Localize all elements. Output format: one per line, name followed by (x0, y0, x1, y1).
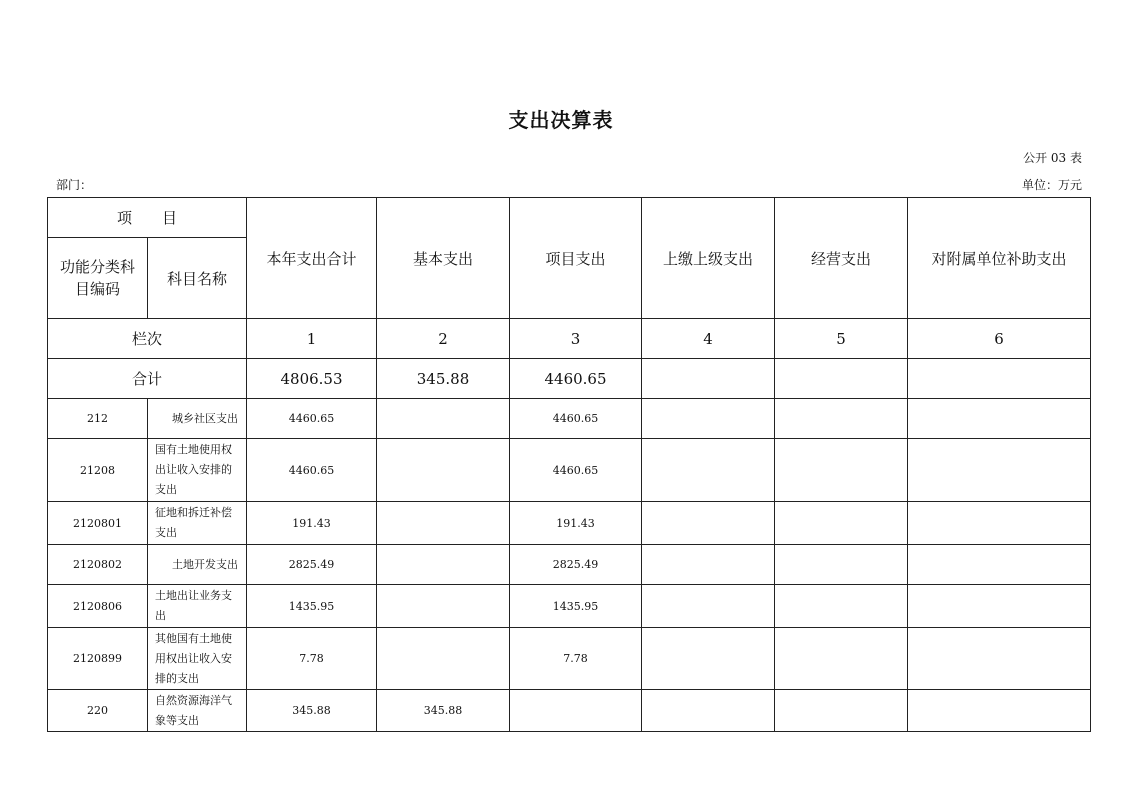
row-cell (908, 502, 1091, 545)
row-cell (775, 399, 908, 439)
header-subject-name: 科目名称 (148, 238, 247, 319)
row-cell (775, 585, 908, 628)
row-cell: 345.88 (377, 690, 510, 732)
row-cell (775, 690, 908, 732)
row-cell (377, 545, 510, 585)
index-cell: 5 (775, 319, 908, 359)
row-code: 21208 (48, 439, 148, 502)
row-name: 国有土地使用权出让收入安排的支出 (148, 439, 247, 502)
row-name: 征地和拆迁补偿支出 (148, 502, 247, 545)
table-row (48, 628, 1091, 690)
row-cell (642, 502, 775, 545)
row-cell (510, 690, 642, 732)
unit-label: 单位：万元 (1021, 178, 1082, 192)
header-project (48, 198, 247, 238)
row-cell (775, 545, 908, 585)
row-cell: 7.78 (510, 628, 642, 690)
index-cell: 4 (642, 319, 775, 359)
page-title: 支出决算表 (508, 108, 614, 132)
header-project-char-2: 目 (162, 209, 178, 227)
total-cell: 4460.65 (510, 359, 642, 399)
row-cell: 2825.49 (247, 545, 377, 585)
total-label: 合计 (48, 359, 247, 399)
expenditure-table (47, 197, 1091, 732)
header-business: 经营支出 (775, 198, 908, 319)
row-cell: 1435.95 (247, 585, 377, 628)
header-project-char-1: 项 (116, 209, 132, 227)
row-cell (642, 585, 775, 628)
index-label: 栏次 (48, 319, 247, 359)
row-cell: 7.78 (247, 628, 377, 690)
total-cell: 345.88 (377, 359, 510, 399)
row-cell: 4460.65 (510, 439, 642, 502)
table-body (48, 198, 1091, 732)
table-row (48, 545, 1091, 585)
row-code: 220 (48, 690, 148, 732)
row-code: 2120802 (48, 545, 148, 585)
row-cell (642, 690, 775, 732)
row-cell (775, 502, 908, 545)
row-cell (642, 628, 775, 690)
row-cell: 4460.65 (247, 439, 377, 502)
table-row (48, 502, 1091, 545)
row-cell (908, 690, 1091, 732)
header-basic: 基本支出 (377, 198, 510, 319)
row-code: 2120801 (48, 502, 148, 545)
total-cell (908, 359, 1091, 399)
row-cell (908, 439, 1091, 502)
total-row (48, 359, 1091, 399)
row-cell (642, 439, 775, 502)
header-total: 本年支出合计 (247, 198, 377, 319)
row-name: 自然资源海洋气象等支出 (148, 690, 247, 732)
row-code: 2120899 (48, 628, 148, 690)
row-name: 土地开发支出 (148, 545, 247, 585)
index-cell: 2 (377, 319, 510, 359)
row-name: 土地出让业务支出 (148, 585, 247, 628)
row-cell: 2825.49 (510, 545, 642, 585)
total-cell: 4806.53 (247, 359, 377, 399)
row-cell (775, 628, 908, 690)
table-row (48, 585, 1091, 628)
total-cell (775, 359, 908, 399)
row-cell (642, 545, 775, 585)
row-cell: 4460.65 (247, 399, 377, 439)
row-code: 212 (48, 399, 148, 439)
row-cell (377, 399, 510, 439)
table-row (48, 690, 1091, 732)
index-cell: 3 (510, 319, 642, 359)
row-name: 城乡社区支出 (148, 399, 247, 439)
total-cell (642, 359, 775, 399)
index-cell: 6 (908, 319, 1091, 359)
table-row (48, 439, 1091, 502)
row-cell: 191.43 (510, 502, 642, 545)
row-cell: 345.88 (247, 690, 377, 732)
row-cell (377, 628, 510, 690)
row-cell (377, 502, 510, 545)
header-subsidy: 对附属单位补助支出 (908, 198, 1091, 319)
index-cell: 1 (247, 319, 377, 359)
row-cell (908, 585, 1091, 628)
table-row (48, 399, 1091, 439)
department-label: 部门： (56, 178, 93, 192)
row-cell (908, 399, 1091, 439)
row-cell (908, 545, 1091, 585)
row-cell (775, 439, 908, 502)
row-cell (377, 585, 510, 628)
row-cell: 191.43 (247, 502, 377, 545)
form-number: 公开 03 表 (1023, 151, 1082, 165)
row-cell (908, 628, 1091, 690)
header-func-code: 功能分类科目编码 (48, 238, 148, 319)
row-cell: 4460.65 (510, 399, 642, 439)
header-project-expenditure: 项目支出 (510, 198, 642, 319)
row-cell: 1435.95 (510, 585, 642, 628)
row-cell (642, 399, 775, 439)
row-name: 其他国有土地使用权出让收入安排的支出 (148, 628, 247, 690)
row-cell (377, 439, 510, 502)
header-upper: 上缴上级支出 (642, 198, 775, 319)
row-code: 2120806 (48, 585, 148, 628)
